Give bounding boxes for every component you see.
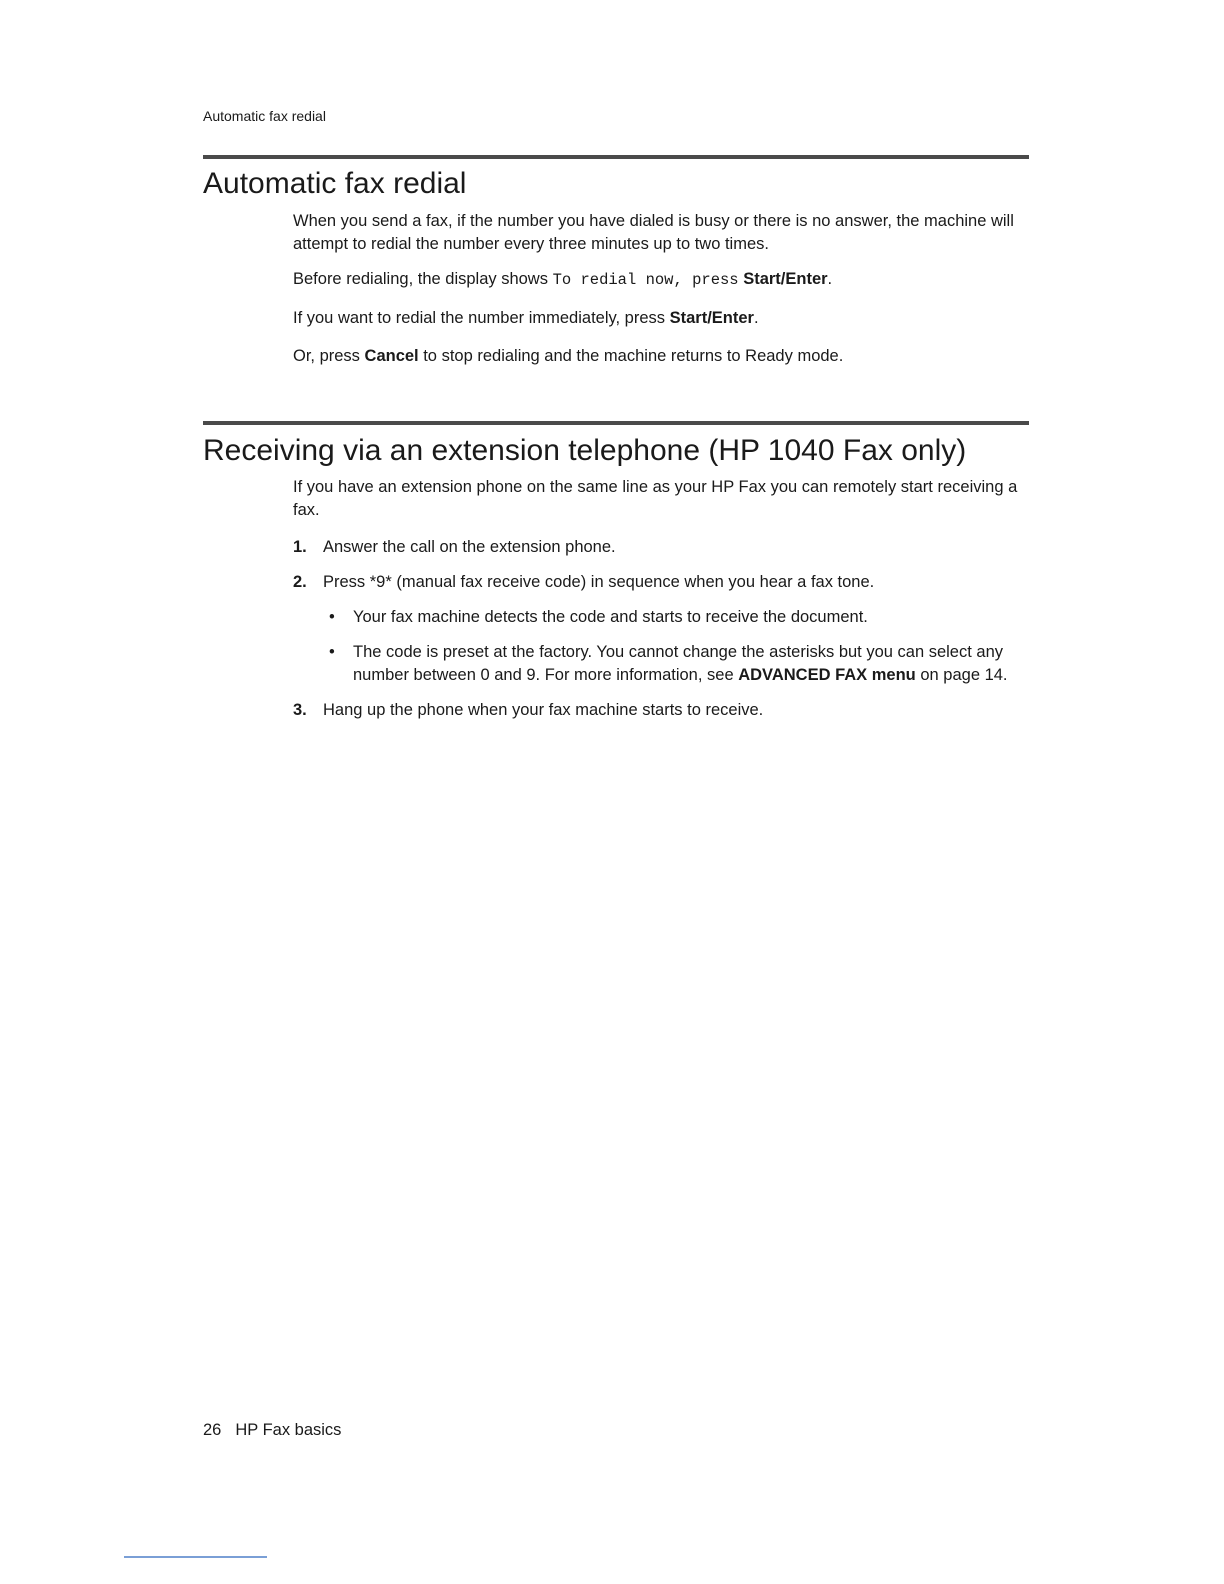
steps-list [293, 536, 1021, 722]
bullet-text: The code is preset at the factory. You cannot change the asterisks but you can select any number between 0 and 9. For more information, see [353, 643, 1004, 684]
scan-edge-line [124, 1556, 267, 1558]
paragraph-extension-intro: If you have an extension phone on the same line as your HP Fax you can remotely start receiving a fax. [293, 478, 1018, 519]
text-segment: Or, press [293, 347, 365, 365]
step-text: Answer the call on the extension phone. [323, 538, 616, 556]
display-message-text: To redial now, press [552, 271, 739, 289]
text-segment: Before redialing, the display shows [293, 270, 553, 288]
bullet-icon: • [329, 643, 335, 661]
step-number: 3. [293, 701, 307, 719]
step-item-3 [293, 699, 1021, 722]
section-divider-1 [203, 155, 1029, 159]
text-segment: If you want to redial the number immediately, press [293, 309, 670, 327]
bullet-item-2 [323, 641, 1021, 687]
page-number: 26 [203, 1421, 222, 1439]
paragraph-redial-immediately [293, 307, 1021, 330]
bullet-list [323, 606, 1021, 687]
chapter-title: HP Fax basics [235, 1421, 342, 1439]
cancel-key-label: Cancel [364, 347, 419, 365]
text-segment: . [753, 309, 759, 327]
paragraph-redial-description: When you send a fax, if the number you have dialed is busy or there is no answer, the machine will attempt to redial the number every three minutes up to two times. [293, 212, 1014, 253]
section-title-automatic-fax-redial: Automatic fax redial [203, 167, 467, 200]
section-title-extension-telephone: Receiving via an extension telephone (HP 1040 Fax only) [203, 434, 967, 467]
running-header: Automatic fax redial [203, 108, 326, 124]
section-body-automatic-fax-redial [293, 210, 1021, 368]
step-item-1 [293, 536, 1021, 559]
step-number: 2. [293, 573, 307, 591]
text-segment: . [827, 270, 833, 288]
bullet-icon: • [329, 608, 335, 626]
section-divider-2 [203, 421, 1029, 425]
page-footer [203, 1419, 341, 1441]
step-item-2 [293, 571, 1021, 687]
step-text: Hang up the phone when your fax machine starts to receive. [323, 701, 764, 719]
paragraph-display-message [293, 268, 1021, 292]
start-enter-key-label: Start/Enter [669, 309, 754, 327]
bullet-text: Your fax machine detects the code and starts to receive the document. [353, 608, 868, 626]
start-enter-key-label: Start/Enter [743, 270, 828, 288]
section-body-extension-telephone [293, 476, 1021, 734]
paragraph-cancel-redial [293, 345, 1021, 368]
step-number: 1. [293, 538, 307, 556]
step-text: Press *9* (manual fax receive code) in sequence when you hear a fax tone. [323, 573, 875, 591]
text-segment: on page 14. [915, 666, 1008, 684]
bullet-item-1 [323, 606, 1021, 629]
advanced-fax-menu-reference: ADVANCED FAX menu [738, 666, 916, 684]
text-segment: to stop redialing and the machine returns to Ready mode. [418, 347, 844, 365]
